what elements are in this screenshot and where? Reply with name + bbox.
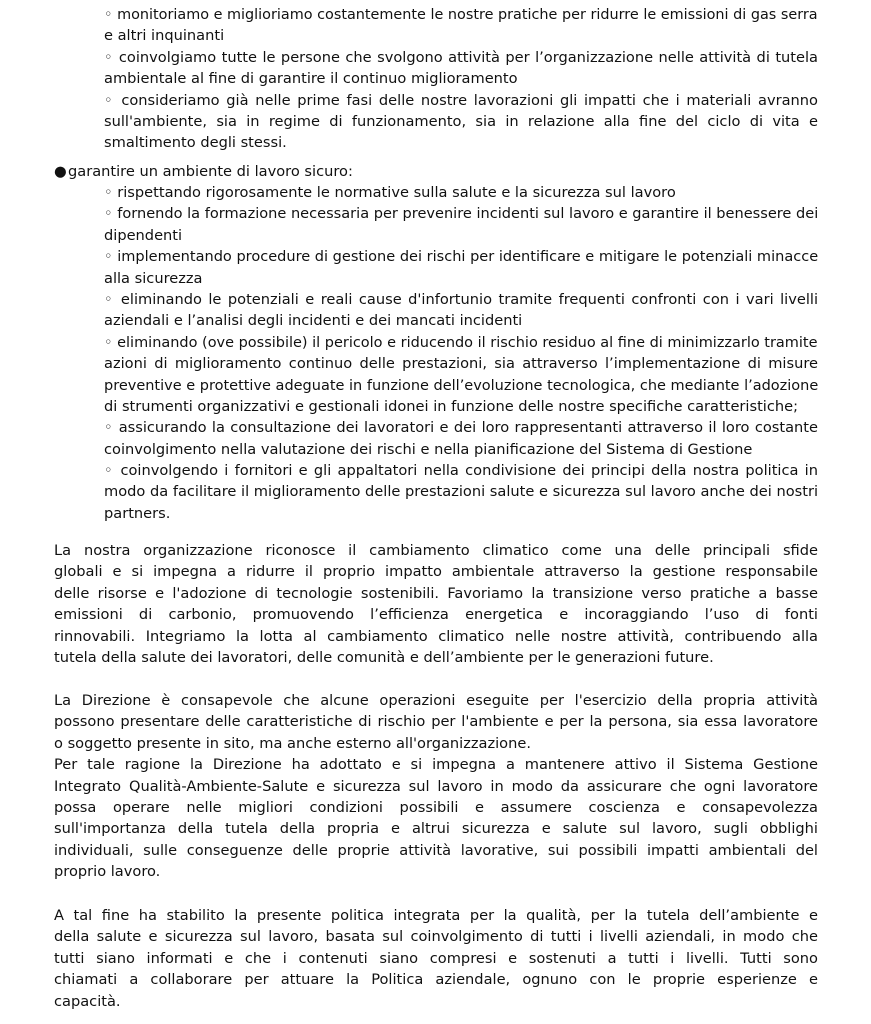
list-item-line: ◦ eliminando (ove possibile) il pericolo e riducendo il rischio residuo al fine di minimizzarlo tramite [104, 333, 818, 351]
list-item-line: ◦ eliminando le potenziali e reali cause d'infortunio tramite frequenti confronti con i vari livelli [104, 290, 818, 308]
direction-paragraph [54, 690, 818, 883]
paragraph-line: Per tale ragione la Direzione ha adottato e si impegna a mantenere attivo il Sistema Gestione [54, 756, 818, 774]
environment-sublist [104, 4, 818, 154]
list-item-line: preventive e protettive adeguate in funzione dell’evoluzione tecnologica, che mediante l’adozione [104, 376, 819, 394]
paragraph-line: rinnovabili. Integriamo la lotta al cambiamento climatico nelle nostre attività, contribuendo alla [54, 627, 818, 645]
policy-paragraph [54, 905, 818, 1012]
list-item-line: alla sicurezza [104, 269, 203, 287]
paragraph-line: tutela della salute dei lavoratori, delle comunità e dell’ambiente per le generazioni future. [54, 648, 714, 666]
paragraph-line: chiamati a collaborare per attuare la Politica aziendale, ognuno con le proprie esperienze e [54, 971, 818, 989]
bullet-marker: ● [54, 163, 67, 180]
paragraph-line: possa operare nelle migliori condizioni possibili e assumere coscienza e consapevolezza [54, 798, 818, 816]
paragraph-line: o soggetto presente in sito, ma anche esterno all'organizzazione. [54, 734, 531, 752]
paragraph-line: La Direzione è consapevole che alcune operazioni eseguite per l'esercizio della propria attività [54, 692, 818, 709]
paragraph-line: della salute e sicurezza sul lavoro, basata sul coinvolgimento di tutti i livelli aziendali, in modo che [54, 928, 818, 946]
list-item-line: partners. [104, 504, 171, 522]
paragraph-line: emissioni di carbonio, promuovendo l’efficienza energetica e incoraggiando l’uso di fonti [54, 606, 818, 624]
list-item-line: ◦ fornendo la formazione necessaria per prevenire incidenti sul lavoro e garantire il benessere dei [104, 205, 819, 223]
list-item-line: ambientale al fine di garantire il continuo miglioramento [104, 70, 518, 88]
list-item-line: smaltimento degli stessi. [104, 134, 287, 152]
paragraph-line: individuali, sulle conseguenze delle proprie attività lavorative, sui possibili impatti ambientali del [54, 841, 818, 859]
paragraph-line: sull'importanza della tutela della propria e altrui sicurezza e salute sul lavoro, sugli obblighi [54, 820, 818, 838]
bullet-text: garantire un ambiente di lavoro sicuro: [68, 163, 353, 180]
safety-bullet [54, 161, 814, 182]
list-item-line: ◦ implementando procedure di gestione dei rischi per identificare e mitigare le potenziali minacce [104, 248, 819, 266]
list-item-line: ◦ rispettando rigorosamente le normative sulla salute e la sicurezza sul lavoro [104, 184, 676, 201]
paragraph-line: La nostra organizzazione riconosce il cambiamento climatico come una delle principali sfide [54, 542, 818, 559]
paragraph-line: delle risorse e l'adozione di tecnologie sostenibili. Favoriamo la transizione verso pratiche a basse [54, 584, 818, 602]
paragraph-line: tutti siano informati e che i contenuti siano compresi e sostenuti a tutti i livelli. Tutti sono [54, 949, 818, 967]
list-item-line: sull'ambiente, sia in regime di funzionamento, sia in relazione alla fine del ciclo di vita e [104, 112, 818, 130]
list-item-line: coinvolgimento nella valutazione dei rischi e nella pianificazione del Sistema di Gestione [104, 440, 753, 458]
list-item-line: azioni di miglioramento continuo delle prestazioni, sia attraverso l’implementazione di misure [104, 355, 818, 373]
paragraph-line: proprio lavoro. [54, 863, 161, 881]
paragraph-line: Integrato Qualità-Ambiente-Salute e sicurezza sul lavoro in modo da assicurare che ogni lavoratore [54, 777, 818, 795]
safety-sublist [104, 182, 818, 524]
list-item-line: ◦ monitoriamo e miglioriamo costantemente le nostre pratiche per ridurre le emissioni di gas serra [104, 6, 818, 23]
paragraph-line: capacità. [54, 992, 121, 1010]
climate-paragraph [54, 540, 818, 668]
list-item-line: ◦ consideriamo già nelle prime fasi delle nostre lavorazioni gli impatti che i materiali avranno [104, 91, 818, 109]
paragraph-line: A tal fine ha stabilito la presente politica integrata per la qualità, per la tutela dell’ambiente e [54, 907, 818, 924]
list-item-line: ◦ coinvolgendo i fornitori e gli appaltatori nella condivisione dei principi della nostra politica in [104, 462, 818, 480]
paragraph-line: globali e si impegna a ridurre il proprio impatto ambientale attraverso la gestione responsabile [54, 563, 818, 581]
list-item-line: di strumenti organizzativi e gestionali idonei in funzione delle nostre specifiche caratteristiche; [104, 397, 799, 415]
list-item-line: aziendali e l’analisi degli incidenti e dei mancati incidenti [104, 312, 523, 330]
paragraph-line: possono presentare delle caratteristiche di rischio per l'ambiente e per la persona, sia essa lavoratore [54, 713, 818, 731]
list-item-line: modo da facilitare il miglioramento delle prestazioni salute e sicurezza sul lavoro anche dei nostri [104, 483, 819, 501]
list-item-line: ◦ assicurando la consultazione dei lavoratori e dei loro rappresentanti attraverso il loro costante [104, 419, 818, 437]
list-item-line: dipendenti [104, 226, 183, 244]
list-item-line: ◦ coinvolgiamo tutte le persone che svolgono attività per l’organizzazione nelle attività di tutela [104, 48, 818, 66]
list-item-line: e altri inquinanti [104, 27, 225, 45]
